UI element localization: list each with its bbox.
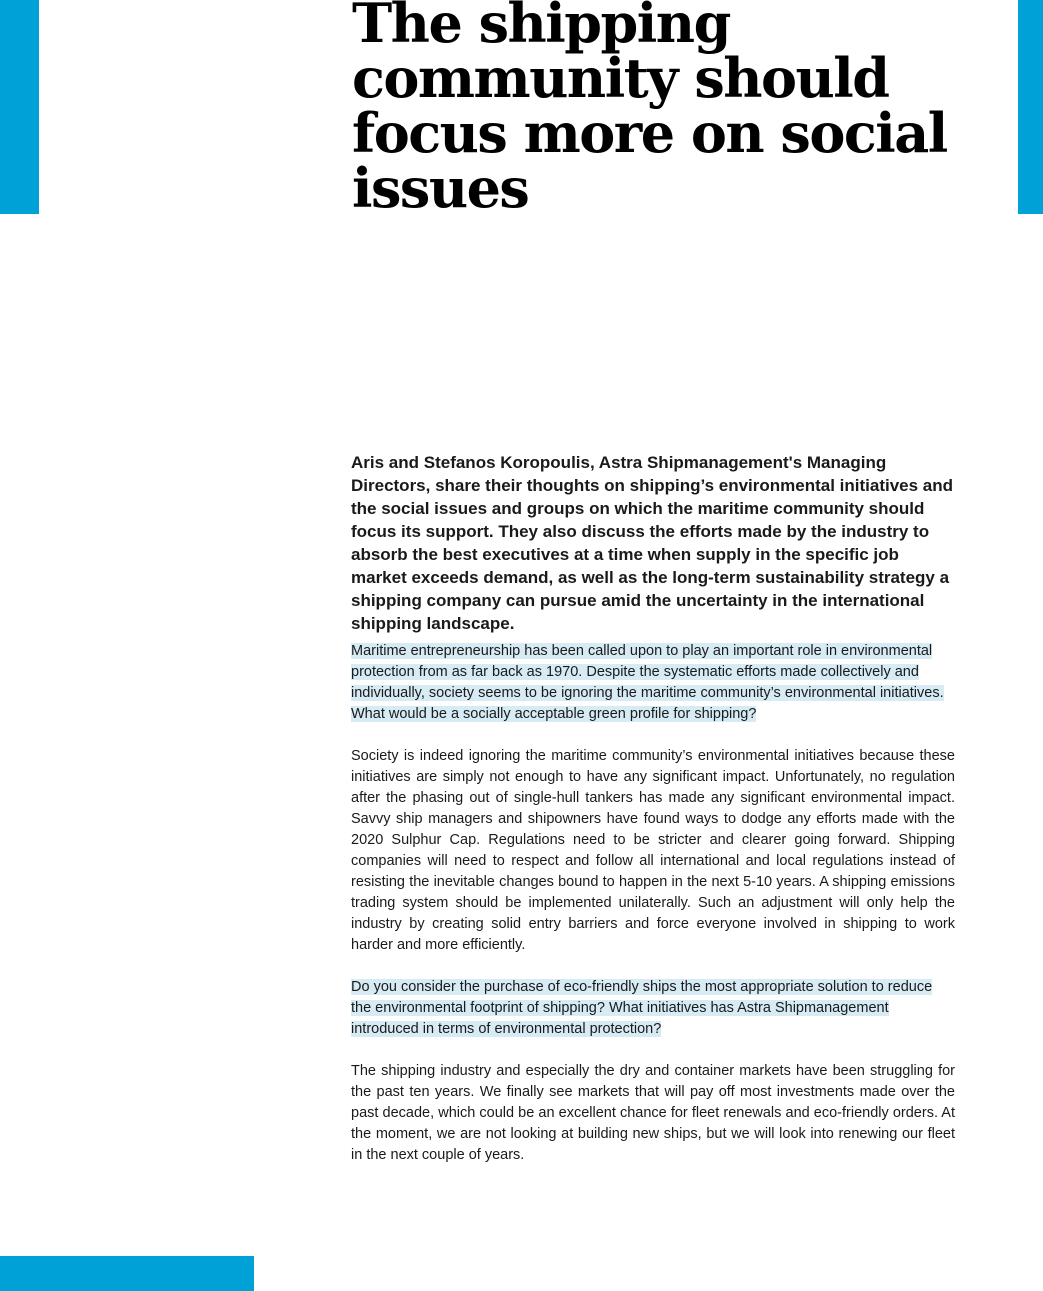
- interview-question-1: [351, 641, 955, 725]
- accent-bar-top-left: [0, 0, 39, 214]
- accent-bar-top-right: [1018, 0, 1043, 214]
- article-headline: The shipping community should focus more on social issues: [352, 0, 947, 220]
- question-1-text: Maritime entrepreneurship has been called upon to play an important role in environmental protection from as far back as 1970. Despite the systematic efforts made collectively and individually, society seems to be ignoring the maritime community’s environmental initiatives. What would be a socially acceptable green profile for shipping?: [351, 643, 944, 722]
- article-lede: Aris and Stefanos Koropoulis, Astra Shipmanagement's Managing Directors, share their thoughts on shipping’s environmental initiatives and the social issues and groups on which the maritime community should focus its support. They also discuss the efforts made by the industry to absorb the best executives at a time when supply in the specific job market exceeds demand, as well as the long-term sustainability strategy a shipping company can pursue amid the uncertainty in the international shipping landscape.: [351, 453, 954, 633]
- interview-question-2: [351, 977, 955, 1040]
- interview-answer-1: Society is indeed ignoring the maritime community’s environmental initiatives because these initiatives are simply not enough to have any significant impact. Unfortunately, no regulation after the phasing out of single-hull tankers has made any significant environmental impact. Savvy ship managers and shipowners have found ways to dodge any efforts made with the 2020 Sulphur Cap. Regulations need to be stricter and clearer going forward. Shipping companies will need to respect and follow all international and local regulations instead of resisting the inevitable changes bound to happen in the next 5-10 years. A shipping emissions trading system should be implemented unilaterally. Such an adjustment will only help the industry by creating solid entry barriers and force everyone involved in shipping to work harder and more efficiently.: [351, 748, 955, 953]
- question-2-text: Do you consider the purchase of eco-friendly ships the most appropriate solution to reduce the environmental footprint of shipping? What initiatives has Astra Shipmanagement introduced in terms of environmental protection?: [351, 979, 933, 1037]
- accent-bar-bottom-left: [0, 1256, 254, 1291]
- interview-answer-2: The shipping industry and especially the dry and container markets have been struggling for the past ten years. We finally see markets that will pay off most investments made over the past decade, which could be an excellent chance for fleet renewals and eco-friendly orders. At the moment, we are not looking at building new ships, but we will look into renewing our fleet in the next couple of years.: [351, 1063, 955, 1163]
